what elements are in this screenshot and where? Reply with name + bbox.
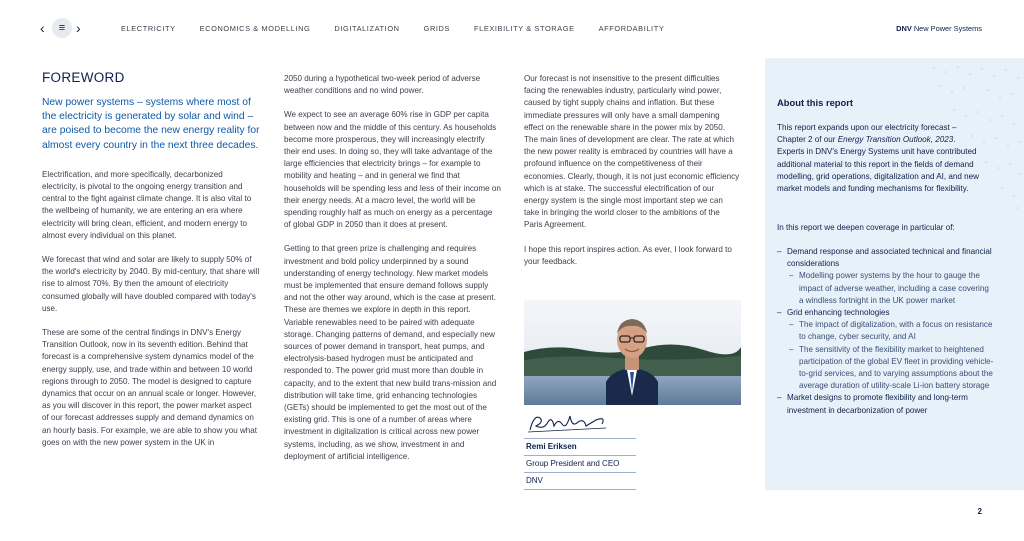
- signer-divider: [524, 489, 636, 490]
- list-item-sub: – The impact of digitalization, with a focus on resistance to change, cyber security, and AI: [777, 319, 995, 343]
- signer-divider: [524, 472, 636, 473]
- ceo-signature: [526, 408, 636, 438]
- list-item: – Market designs to promote flexibility and long-term investment in decarbonization of power: [777, 392, 995, 416]
- menu-button[interactable]: [52, 18, 72, 38]
- tab-flexibility-storage[interactable]: FLEXIBILITY & STORAGE: [474, 24, 575, 33]
- list-item-sub: – The sensitivity of the flexibility market to heightened participation of the global EV fleet in providing vehicle-to-grid services, and to varying assumptions about the average duration of utility-scale Li-ion battery storage: [777, 344, 995, 393]
- brand-label[interactable]: [896, 24, 982, 33]
- body-paragraph: These are some of the central findings in DNV's Energy Transition Outlook, now in its seventh edition. Behind that forecast is a comprehensive system dynamics model of the energy supply, use, and trade within and between 10 world regions through to 2050. The model is designed to capture dynamics that occur on an annual scale or longer. However, as you will discover in this report, the power market aspect of our forecast addresses supply and demand dynamics on an hourly basis. For example, we are able to show you what goes on with the new power system in the UK in: [42, 328, 258, 447]
- page-number: 2: [977, 507, 982, 516]
- sidebar-title: About this report: [777, 97, 854, 108]
- body-paragraph: We expect to see an average 60% rise in GDP per capita between now and the middle of this century. As households become more prosperous, they will increasingly electrify their end uses. In doing so, they will take advantage of the large efficiencies that electricity brings – for example to mobility and heating – and in general we find that households will be spending less and less of their income on their energy needs. At a macro level, the world will be spending roughly half as much on energy as a percentage of global GDP in 2050 than it does at present.: [284, 110, 501, 230]
- body-paragraph: 2050 during a hypothetical two-week period of adverse weather conditions and no wind power.: [284, 74, 481, 96]
- body-paragraph: We forecast that wind and solar are likely to supply 50% of the world's electricity by 2040. By mid-century, that share will rise to almost 70%. By then the amount of electricity consumed globally will have doubled compared with today's use.: [42, 255, 260, 313]
- signer-title: Group President and CEO: [526, 459, 620, 468]
- top-navigation: [0, 0, 1024, 58]
- tab-affordability[interactable]: AFFORDABILITY: [598, 24, 665, 33]
- signer-divider: [524, 455, 636, 456]
- tab-digitalization[interactable]: DIGITALIZATION: [334, 24, 400, 33]
- brand-strong: DNV: [896, 24, 912, 33]
- sidebar-coverage-heading: In this report we deepen coverage in particular of:: [777, 223, 955, 232]
- sidebar-intro: [777, 122, 985, 195]
- signature-divider: [524, 438, 636, 439]
- lead-paragraph: New power systems – systems where most of the electricity is generated by solar and wind – are poised to become the new energy reality for almost every country in the next three decades.: [42, 97, 260, 151]
- tab-electricity[interactable]: ELECTRICITY: [121, 24, 176, 33]
- list-item: – Demand response and associated technical and financial considerations: [777, 246, 995, 270]
- prev-page-icon[interactable]: ‹: [40, 20, 45, 36]
- signer-name: Remi Eriksen: [526, 442, 577, 451]
- ceo-photo: [524, 300, 741, 405]
- body-paragraph: I hope this report inspires action. As ever, I look forward to your feedback.: [524, 244, 732, 266]
- sidebar-intro-part: This report expands upon our electricity forecast – Chapter 2 of our: [777, 123, 957, 145]
- body-paragraph: Getting to that green prize is challenging and requires investment and bold policy underpinned by a sound understanding of energy technology. New market models must be implemented that ensure demand follows supply and not the other way around, which is the case at present. These are themes we explore in depth in this report. Variable renewables need to be paired with adequate storage. Changing patterns of demand, and especially new sources of power demand in transport, heat pumps, and electrolysis-based hydrogen must be anticipated and responded to. The power grid must more than double in capacity, and to the extent that new build trans-mission and distribution will take time, grid enhancing technologies (GETs) should be implemented to get the most out of the existing grid. This is one of a number of areas where investment in digitalization is critical across new power systems, including, as we show, investment in and deployment of artificial intelligence.: [284, 244, 497, 461]
- list-item-sub: – Modelling power systems by the hour to gauge the impact of adverse weather, including a case covering a windless fortnight in the UK power market: [777, 270, 995, 307]
- body-paragraph: Our forecast is not insensitive to the present difficulties facing the renewables industry, particularly wind power, caused by tight supply chains and inflation. But these immediate pressures will only have a small dampening effect on the renewable share in the power mix by 2050. The main lines of development are clear. The rate at which the new power reality is embraced by countries will have a profound influence on the competitiveness of their economies. Clearly, though, it is not just economic efficiency which is at stake. The successful electrification of our energy system is the single most important step we can take in bringing the world closer to the ambitions of the Paris Agreement.: [524, 74, 740, 230]
- hamburger-icon: ≡: [58, 21, 66, 34]
- next-page-icon[interactable]: ›: [76, 20, 81, 36]
- brand-rest: New Power Systems: [911, 24, 982, 33]
- tab-economics-modelling[interactable]: ECONOMICS & MODELLING: [199, 24, 311, 33]
- column-foreword: [42, 70, 260, 461]
- page-title: FOREWORD: [42, 70, 125, 85]
- about-report-sidebar: [765, 58, 1024, 490]
- list-item: – Grid enhancing technologies: [777, 307, 995, 319]
- section-tabs: [121, 24, 688, 33]
- sidebar-intro-italic: Energy Transition Outlook, 2023: [837, 135, 954, 145]
- column-three: [524, 73, 740, 280]
- sidebar-intro-part: . Experts in DNV's Energy Systems unit have contributed additional material to this report in the fields of demand modelling, grid operations, digitalization and AI, and new market models and funding mechanisms for flexibility.: [777, 135, 980, 194]
- column-two: [284, 73, 501, 475]
- signer-org: DNV: [526, 476, 543, 485]
- body-paragraph: Electrification, and more specifically, decarbonized electricity, is pivotal to the ongoing energy transition and central to the fight against climate change. It is also vital to the wellbeing of humanity, we are entering an era where electricity will bring clean, efficient, and modern energy to almost every individual on this planet.: [42, 169, 252, 240]
- tab-grids[interactable]: GRIDS: [423, 24, 451, 33]
- coverage-list: [777, 246, 995, 417]
